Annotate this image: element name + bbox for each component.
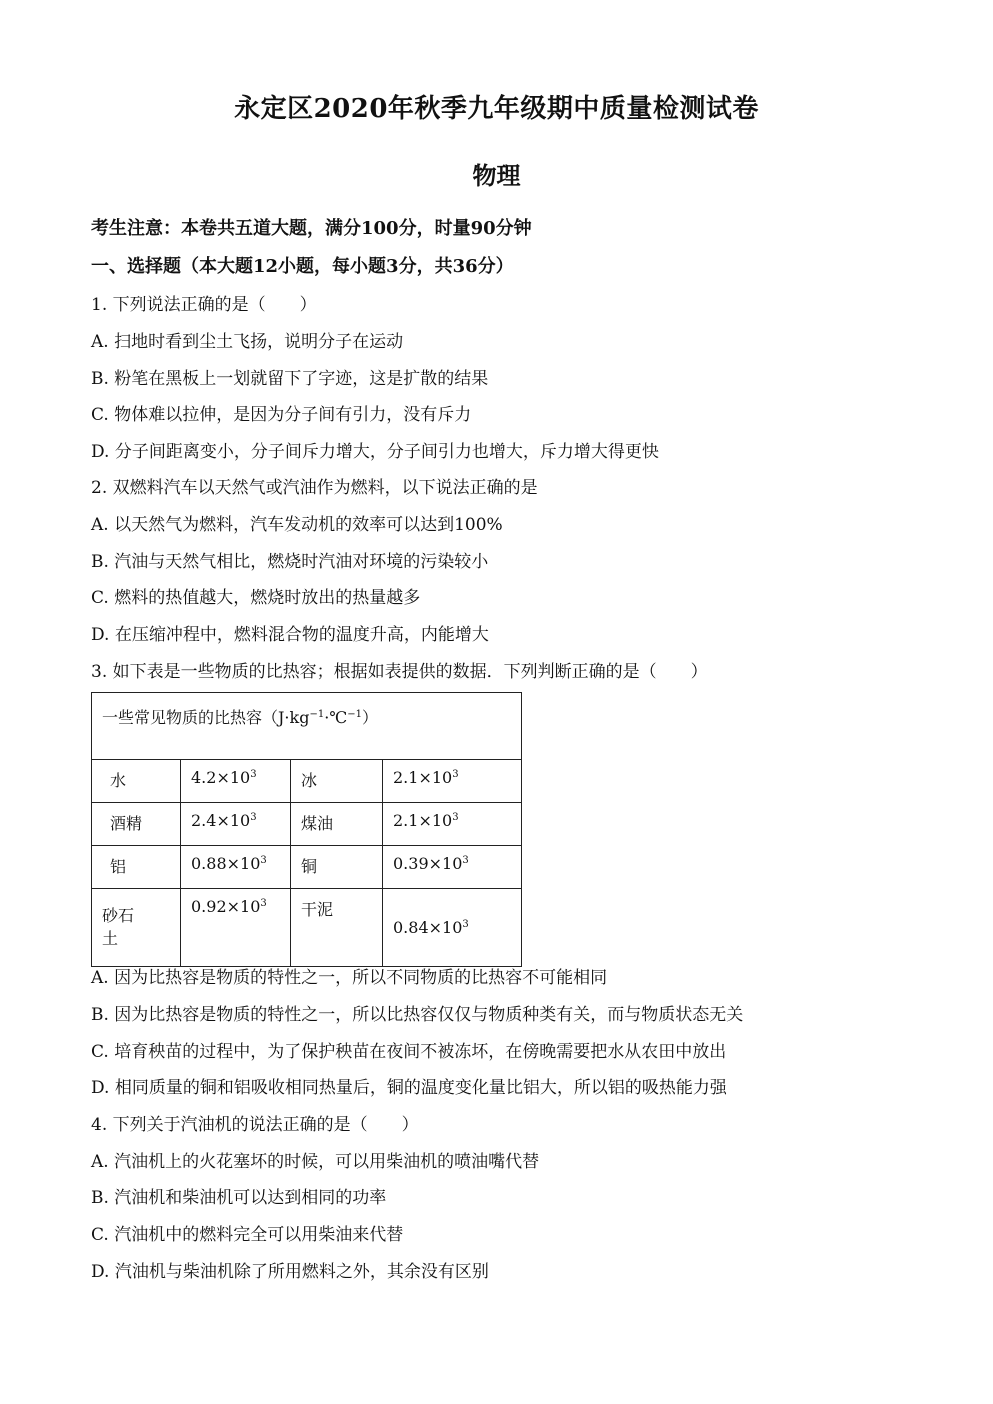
table-row [92, 803, 522, 846]
table-caption: 一些常见物质的比热容$(J\cdot kg^{-1}\cdot℃^{-1})$ [92, 693, 522, 760]
heat-value: $2.4\times 10^3$ [181, 803, 291, 846]
question-4-option-c: C. 汽油机中的燃料完全可以用柴油来代替 [91, 1225, 404, 1245]
exam-subject: 物理 [472, 161, 521, 190]
substance-name: 干泥 [291, 889, 383, 967]
question-3-option-b: B. 因为比热容是物质的特性之一，所以比热容仅仅与物质种类有关，而与物质状态无关 [91, 1005, 744, 1025]
substance-name: 酒精 [92, 803, 181, 846]
table-row [92, 760, 522, 803]
section-heading: 一、选择题（本大题12小题，每小题3分，共36分） [91, 256, 514, 277]
question-3-stem: 3. 如下表是一些物质的比热容；根据如表提供的数据．下列判断正确的是（ ） [91, 662, 708, 682]
question-4-option-a: A. 汽油机上的火花塞坏的时候，可以用柴油机的喷油嘴代替 [91, 1152, 540, 1172]
question-1-option-d: D. 分子间距离变小，分子间斥力增大，分子间引力也增大，斥力增大得更快 [91, 442, 659, 462]
substance-name: 煤油 [291, 803, 383, 846]
heat-value: $2.1\times 10^3$ [383, 760, 522, 803]
question-1-option-c: C. 物体难以拉伸，是因为分子间有引力，没有斥力 [91, 405, 472, 425]
heat-value: $2.1\times 10^3$ [383, 803, 522, 846]
question-3-option-c: C. 培育秧苗的过程中，为了保护秧苗在夜间不被冻坏，在傍晚需要把水从农田中放出 [91, 1042, 727, 1062]
heat-value: $0.39\times 10^3$ [383, 846, 522, 889]
specific-heat-table [91, 692, 522, 967]
question-3-option-d: D. 相同质量的铜和铝吸收相同热量后，铜的温度变化量比铝大，所以铝的吸热能力强 [91, 1078, 727, 1098]
question-4-option-b: B. 汽油机和柴油机可以达到相同的功率 [91, 1188, 387, 1208]
question-1-option-a: A. 扫地时看到尘土飞扬，说明分子在运动 [91, 332, 404, 352]
question-4-stem: 4. 下列关于汽油机的说法正确的是（ ） [91, 1115, 419, 1135]
heat-value: $0.88\times 10^3$ [181, 846, 291, 889]
question-2-option-a: A. 以天然气为燃料，汽车发动机的效率可以达到100% [91, 515, 503, 535]
substance-name: 水 [92, 760, 181, 803]
table-row [92, 846, 522, 889]
substance-name: 铝 [92, 846, 181, 889]
substance-name: 铜 [291, 846, 383, 889]
question-1-option-b: B. 粉笔在黑板上一划就留下了字迹，这是扩散的结果 [91, 369, 489, 389]
exam-title: 永定区2020年秋季九年级期中质量检测试卷 [234, 94, 759, 124]
question-2-stem: 2. 双燃料汽车以天然气或汽油作为燃料，以下说法正确的是 [91, 478, 538, 498]
substance-name: 冰 [291, 760, 383, 803]
question-2-option-c: C. 燃料的热值越大，燃烧时放出的热量越多 [91, 588, 421, 608]
heat-value: $0.92\times 10^3$ [181, 889, 291, 967]
question-2-option-d: D. 在压缩冲程中，燃料混合物的温度升高，内能增大 [91, 625, 489, 645]
table-row [92, 889, 522, 967]
question-4-option-d: D. 汽油机与柴油机除了所用燃料之外，其余没有区别 [91, 1262, 489, 1282]
heat-value: $4.2\times 10^3$ [181, 760, 291, 803]
substance-name: 砂石 土 [92, 889, 181, 967]
heat-value: $0.84\times 10^3$ [383, 889, 522, 967]
exam-notice: 考生注意：本卷共五道大题，满分100分，时量90分钟 [91, 218, 532, 239]
question-1-stem: 1. 下列说法正确的是（ ） [91, 295, 317, 315]
question-3-option-a: A. 因为比热容是物质的特性之一，所以不同物质的比热容不可能相同 [91, 968, 608, 988]
question-2-option-b: B. 汽油与天然气相比，燃烧时汽油对环境的污染较小 [91, 552, 489, 572]
